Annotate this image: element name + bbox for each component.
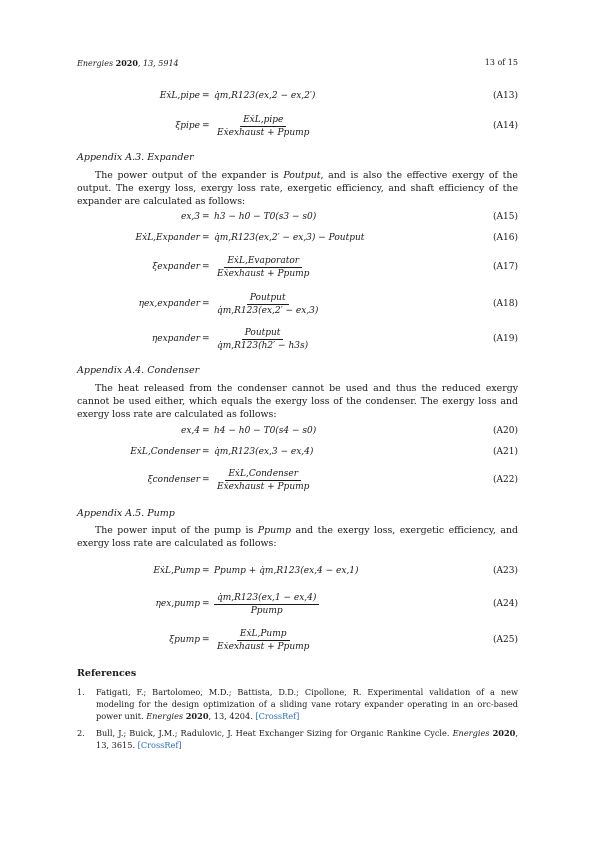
section-title-a4: Appendix A.4. Condenser (77, 365, 200, 376)
journal-citation: Energies 2020, 13, 5914 (77, 58, 179, 68)
equation-a14: ξpipe = $\frac{\text{EẋL,pipe}}{\text{Eẋexhaust + Ppump}}$ (A14) (175, 114, 518, 138)
equation-a13: EẋL,pipe = q̇m,R123(ex,2 − ex,2′) (A13) (159, 91, 518, 101)
section-title-a5: Appendix A.5. Pump (77, 508, 175, 519)
equation-a23: EẋL,Pump = Ppump + q̇m,R123(ex,4 − ex,1) (A23) (153, 566, 518, 576)
equation-a22: ξcondenser = $\frac{\text{EẋL,Condenser}}{\text{Eẋexhaust + Ppump}}$ (A22) (147, 468, 518, 492)
equation-a18: ηex,expander = $\frac{\text{Poutput}}{q̇m,R123(ex,2' - ex,3)}$ (A18) (138, 292, 518, 316)
references-heading: References (77, 668, 137, 679)
equation-a15: ex,3 = h3 − h0 − T0(s3 − s0) (A15) (181, 212, 518, 222)
equation-a25: ξpump = $\frac{\text{EẋL,Pump}}{\text{Eẋexhaust + Ppump}}$ (A25) (169, 628, 518, 652)
equation-a21: EẋL,Condenser = q̇m,R123(ex,3 − ex,4) (A21) (130, 447, 518, 457)
paragraph-a3: The power output of the expander is Poutput, and is also the effective exergy of the output. The exergy loss, exergy loss rate, exergetic efficiency, and shaft efficiency of the expander are calculated as follows: (77, 170, 518, 207)
equation-a19: ηexpander = $\frac{\text{Poutput}}{q̇m,R123(h2' - h3s)}$ (A19) (151, 327, 518, 351)
page-number: 13 of 15 (484, 58, 518, 67)
crossref-link[interactable]: [CrossRef] (137, 740, 182, 750)
equation-a24: ηex,pump = $\frac{q̇m,R123(ex,1 - ex,4)}{\text{Ppump}}$ (A24) (155, 592, 518, 616)
crossref-link[interactable]: [CrossRef] (255, 711, 300, 721)
paragraph-a5: The power input of the pump is Ppump and the exergy loss, exergetic efficiency, and exergy loss rate are calculated as follows: (77, 525, 518, 549)
equation-a20: ex,4 = h4 − h0 − T0(s4 − s0) (A20) (181, 426, 518, 436)
reference-1: 1. Fatigati, F.; Bartolomeo, M.D.; Battista, D.D.; Cipollone, R. Experimental validation of a new modeling for the design optimization of a sliding vane rotary expander operating in an orc-based power unit. Energies 2020, 13, 4204. [CrossRef] (77, 687, 518, 721)
section-title-a3: Appendix A.3. Expander (77, 152, 194, 163)
paragraph-a4: The heat released from the condenser cannot be used and thus the reduced exergy cannot be used either, which equals the exergy loss of the condenser. The exergy loss and exergy loss rate are calculated as follows: (77, 383, 518, 420)
reference-2: 2. Bull, J.; Buick, J.M.; Radulovic, J. Heat Exchanger Sizing for Organic Rankine Cycle. Energies 2020, 13, 3615. [CrossRef] (77, 728, 518, 750)
equation-a17: ξexpander = $\frac{\text{EẋL,Evaporator}}{\text{Eẋexhaust + Ppump}}$ (A17) (152, 255, 518, 279)
equation-a16: EẋL,Expander = q̇m,R123(ex,2′ − ex,3) − Poutput (A16) (135, 233, 518, 243)
